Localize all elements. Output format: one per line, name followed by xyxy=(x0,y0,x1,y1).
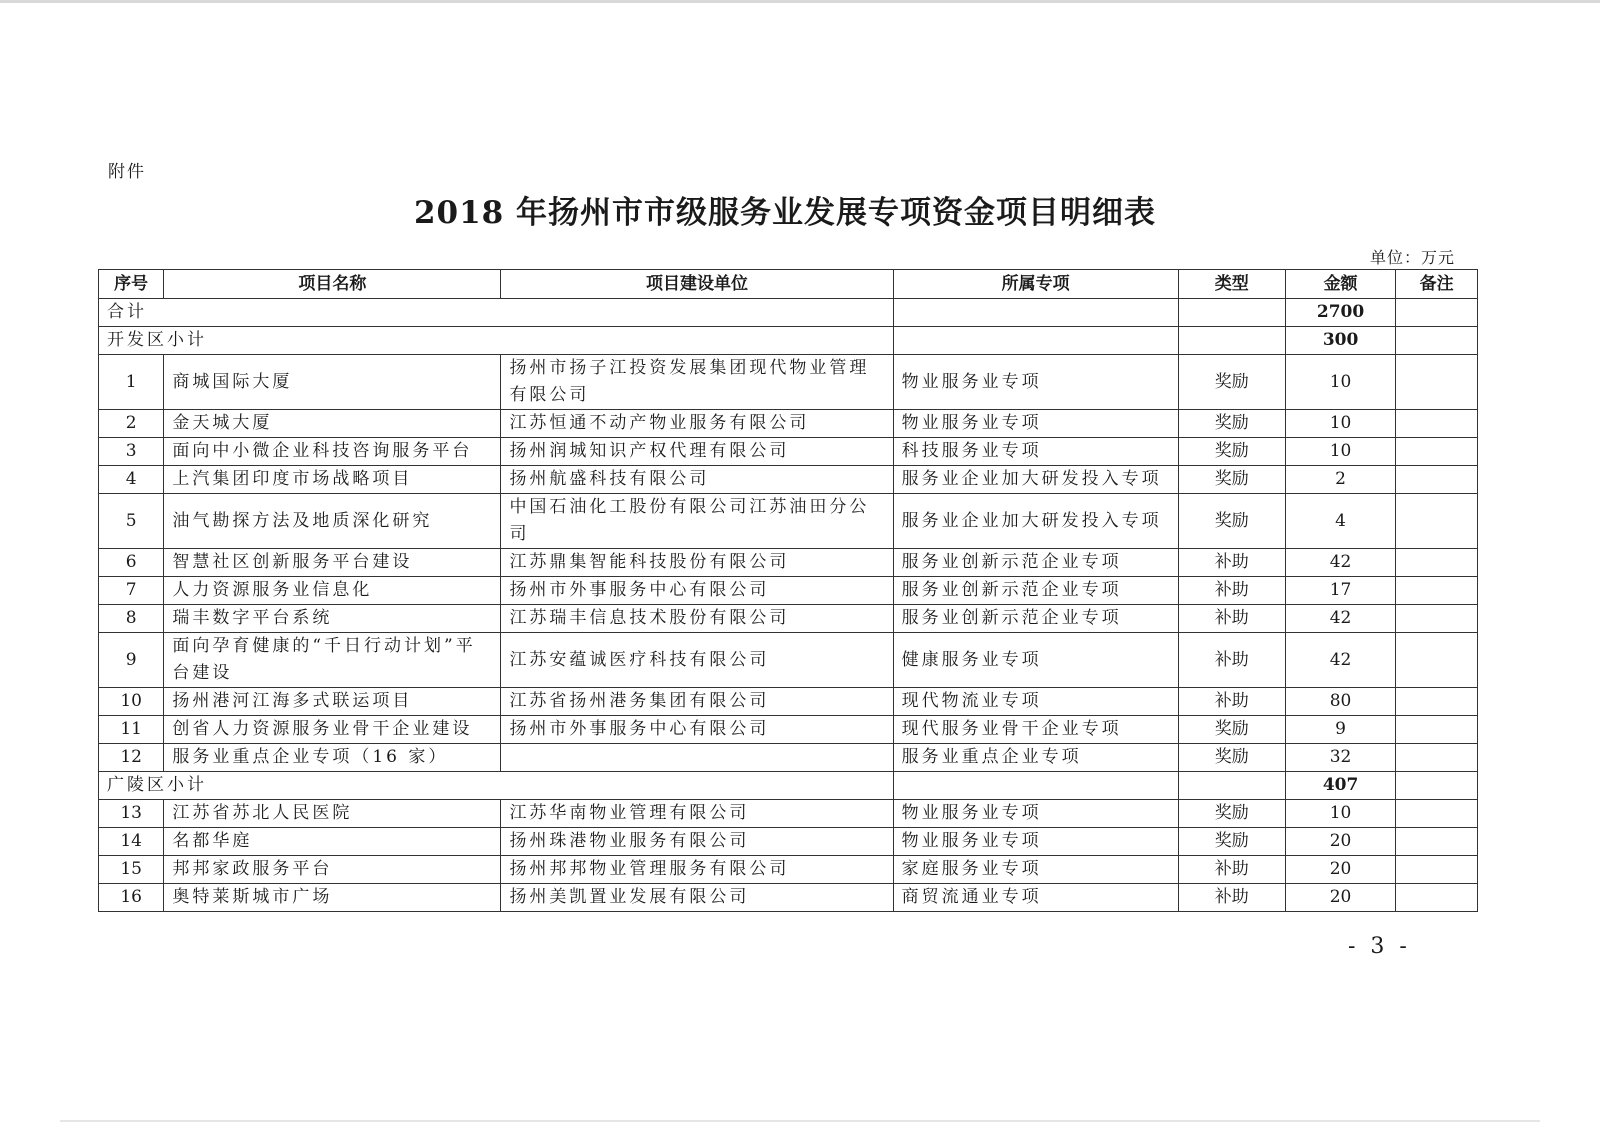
row-project-name: 金天城大厦 xyxy=(164,410,501,438)
row-category: 物业服务业专项 xyxy=(893,800,1178,828)
row-construction-unit: 江苏恒通不动产物业服务有限公司 xyxy=(501,410,893,438)
row-note xyxy=(1396,716,1478,744)
scan-edge-top xyxy=(0,0,1600,3)
row-amount: 20 xyxy=(1285,828,1395,856)
table-row xyxy=(99,800,1478,828)
row-project-name: 邦邦家政服务平台 xyxy=(164,856,501,884)
row-construction-unit: 扬州市外事服务中心有限公司 xyxy=(501,577,893,605)
row-project-name: 上汽集团印度市场战略项目 xyxy=(164,466,501,494)
row-no: 14 xyxy=(99,828,164,856)
header-unit: 项目建设单位 xyxy=(501,270,893,299)
row-amount: 10 xyxy=(1285,410,1395,438)
row-amount: 9 xyxy=(1285,716,1395,744)
table-row xyxy=(99,688,1478,716)
row-category: 服务业企业加大研发投入专项 xyxy=(893,466,1178,494)
section-amount: 300 xyxy=(1285,327,1395,355)
row-amount: 80 xyxy=(1285,688,1395,716)
row-category: 科技服务业专项 xyxy=(893,438,1178,466)
row-amount: 20 xyxy=(1285,884,1395,912)
section-subtotal-row xyxy=(99,772,1478,800)
row-category: 服务业创新示范企业专项 xyxy=(893,577,1178,605)
project-detail-table xyxy=(98,269,1478,912)
row-type: 奖励 xyxy=(1178,800,1285,828)
row-category: 物业服务业专项 xyxy=(893,355,1178,410)
row-no: 16 xyxy=(99,884,164,912)
section-type xyxy=(1178,327,1285,355)
row-no: 10 xyxy=(99,688,164,716)
total-note xyxy=(1396,299,1478,327)
row-note xyxy=(1396,466,1478,494)
row-category: 服务业企业加大研发投入专项 xyxy=(893,494,1178,549)
section-amount: 407 xyxy=(1285,772,1395,800)
row-type: 奖励 xyxy=(1178,494,1285,549)
total-label: 合计 xyxy=(99,299,894,327)
row-construction-unit xyxy=(501,744,893,772)
table-row xyxy=(99,744,1478,772)
section-label: 开发区小计 xyxy=(99,327,894,355)
row-amount: 42 xyxy=(1285,549,1395,577)
header-name: 项目名称 xyxy=(164,270,501,299)
row-note xyxy=(1396,494,1478,549)
header-no: 序号 xyxy=(99,270,164,299)
table-row xyxy=(99,549,1478,577)
table-row xyxy=(99,884,1478,912)
row-construction-unit: 扬州邦邦物业管理服务有限公司 xyxy=(501,856,893,884)
row-amount: 20 xyxy=(1285,856,1395,884)
row-category: 物业服务业专项 xyxy=(893,828,1178,856)
row-amount: 42 xyxy=(1285,605,1395,633)
table-row xyxy=(99,716,1478,744)
table-row xyxy=(99,577,1478,605)
header-note: 备注 xyxy=(1396,270,1478,299)
row-project-name: 智慧社区创新服务平台建设 xyxy=(164,549,501,577)
row-amount: 32 xyxy=(1285,744,1395,772)
row-type: 补助 xyxy=(1178,884,1285,912)
row-construction-unit: 扬州润城知识产权代理有限公司 xyxy=(501,438,893,466)
document-title: 2018 年扬州市市级服务业发展专项资金项目明细表 xyxy=(413,195,1157,231)
row-type: 补助 xyxy=(1178,549,1285,577)
total-category xyxy=(893,299,1178,327)
row-project-name: 创省人力资源服务业骨干企业建设 xyxy=(164,716,501,744)
row-amount: 10 xyxy=(1285,355,1395,410)
row-construction-unit: 江苏省扬州港务集团有限公司 xyxy=(501,688,893,716)
row-type: 奖励 xyxy=(1178,438,1285,466)
row-category: 服务业创新示范企业专项 xyxy=(893,549,1178,577)
row-category: 物业服务业专项 xyxy=(893,410,1178,438)
table-row xyxy=(99,856,1478,884)
row-construction-unit: 江苏安蕴诚医疗科技有限公司 xyxy=(501,633,893,688)
table-row xyxy=(99,494,1478,549)
row-type: 补助 xyxy=(1178,577,1285,605)
row-category: 服务业重点企业专项 xyxy=(893,744,1178,772)
row-project-name: 名都华庭 xyxy=(164,828,501,856)
row-type: 补助 xyxy=(1178,605,1285,633)
row-note xyxy=(1396,828,1478,856)
row-no: 2 xyxy=(99,410,164,438)
row-amount: 10 xyxy=(1285,800,1395,828)
table-row xyxy=(99,410,1478,438)
row-project-name: 商城国际大厦 xyxy=(164,355,501,410)
row-note xyxy=(1396,549,1478,577)
section-note xyxy=(1396,772,1478,800)
table-row xyxy=(99,355,1478,410)
row-type: 奖励 xyxy=(1178,716,1285,744)
row-construction-unit: 江苏华南物业管理有限公司 xyxy=(501,800,893,828)
row-type: 奖励 xyxy=(1178,355,1285,410)
row-note xyxy=(1396,688,1478,716)
row-construction-unit: 扬州珠港物业服务有限公司 xyxy=(501,828,893,856)
header-type: 类型 xyxy=(1178,270,1285,299)
section-category xyxy=(893,772,1178,800)
row-project-name: 扬州港河江海多式联运项目 xyxy=(164,688,501,716)
row-type: 奖励 xyxy=(1178,410,1285,438)
row-no: 13 xyxy=(99,800,164,828)
total-type xyxy=(1178,299,1285,327)
row-no: 1 xyxy=(99,355,164,410)
row-project-name: 江苏省苏北人民医院 xyxy=(164,800,501,828)
row-category: 健康服务业专项 xyxy=(893,633,1178,688)
row-no: 9 xyxy=(99,633,164,688)
row-type: 补助 xyxy=(1178,633,1285,688)
row-no: 5 xyxy=(99,494,164,549)
row-amount: 2 xyxy=(1285,466,1395,494)
section-type xyxy=(1178,772,1285,800)
table-row xyxy=(99,828,1478,856)
row-note xyxy=(1396,355,1478,410)
row-note xyxy=(1396,605,1478,633)
header-row xyxy=(99,270,1478,299)
row-amount: 17 xyxy=(1285,577,1395,605)
row-category: 商贸流通业专项 xyxy=(893,884,1178,912)
row-project-name: 奥特莱斯城市广场 xyxy=(164,884,501,912)
row-type: 奖励 xyxy=(1178,828,1285,856)
header-amount: 金额 xyxy=(1285,270,1395,299)
row-project-name: 服务业重点企业专项（16 家） xyxy=(164,744,501,772)
total-amount: 2700 xyxy=(1285,299,1395,327)
row-construction-unit: 江苏瑞丰信息技术股份有限公司 xyxy=(501,605,893,633)
row-construction-unit: 扬州美凯置业发展有限公司 xyxy=(501,884,893,912)
row-type: 补助 xyxy=(1178,856,1285,884)
row-no: 8 xyxy=(99,605,164,633)
row-construction-unit: 扬州航盛科技有限公司 xyxy=(501,466,893,494)
row-note xyxy=(1396,438,1478,466)
row-no: 6 xyxy=(99,549,164,577)
row-no: 11 xyxy=(99,716,164,744)
row-category: 现代物流业专项 xyxy=(893,688,1178,716)
row-note xyxy=(1396,410,1478,438)
table-row xyxy=(99,438,1478,466)
section-subtotal-row xyxy=(99,327,1478,355)
row-no: 4 xyxy=(99,466,164,494)
row-amount: 4 xyxy=(1285,494,1395,549)
row-note xyxy=(1396,577,1478,605)
row-note xyxy=(1396,744,1478,772)
row-project-name: 面向孕育健康的“千日行动计划”平台建设 xyxy=(164,633,501,688)
row-project-name: 油气勘探方法及地质深化研究 xyxy=(164,494,501,549)
header-category: 所属专项 xyxy=(893,270,1178,299)
section-note xyxy=(1396,327,1478,355)
row-construction-unit: 扬州市外事服务中心有限公司 xyxy=(501,716,893,744)
row-note xyxy=(1396,800,1478,828)
scan-edge-bottom xyxy=(60,1120,1540,1122)
row-no: 3 xyxy=(99,438,164,466)
row-amount: 42 xyxy=(1285,633,1395,688)
table-row xyxy=(99,466,1478,494)
row-project-name: 瑞丰数字平台系统 xyxy=(164,605,501,633)
row-category: 现代服务业骨干企业专项 xyxy=(893,716,1178,744)
row-no: 7 xyxy=(99,577,164,605)
table-row xyxy=(99,605,1478,633)
total-row xyxy=(99,299,1478,327)
row-construction-unit: 江苏鼎集智能科技股份有限公司 xyxy=(501,549,893,577)
attachment-label: 附件 xyxy=(108,162,146,182)
row-amount: 10 xyxy=(1285,438,1395,466)
unit-label: 单位：万元 xyxy=(1370,248,1456,267)
row-construction-unit: 中国石油化工股份有限公司江苏油田分公司 xyxy=(501,494,893,549)
table-row xyxy=(99,633,1478,688)
row-no: 12 xyxy=(99,744,164,772)
row-type: 补助 xyxy=(1178,688,1285,716)
row-category: 服务业创新示范企业专项 xyxy=(893,605,1178,633)
row-note xyxy=(1396,856,1478,884)
section-label: 广陵区小计 xyxy=(99,772,894,800)
row-note xyxy=(1396,633,1478,688)
row-note xyxy=(1396,884,1478,912)
row-construction-unit: 扬州市扬子江投资发展集团现代物业管理有限公司 xyxy=(501,355,893,410)
row-type: 奖励 xyxy=(1178,466,1285,494)
row-no: 15 xyxy=(99,856,164,884)
row-project-name: 面向中小微企业科技咨询服务平台 xyxy=(164,438,501,466)
row-type: 奖励 xyxy=(1178,744,1285,772)
section-category xyxy=(893,327,1178,355)
page-number: - 3 - xyxy=(1348,934,1411,959)
row-project-name: 人力资源服务业信息化 xyxy=(164,577,501,605)
row-category: 家庭服务业专项 xyxy=(893,856,1178,884)
